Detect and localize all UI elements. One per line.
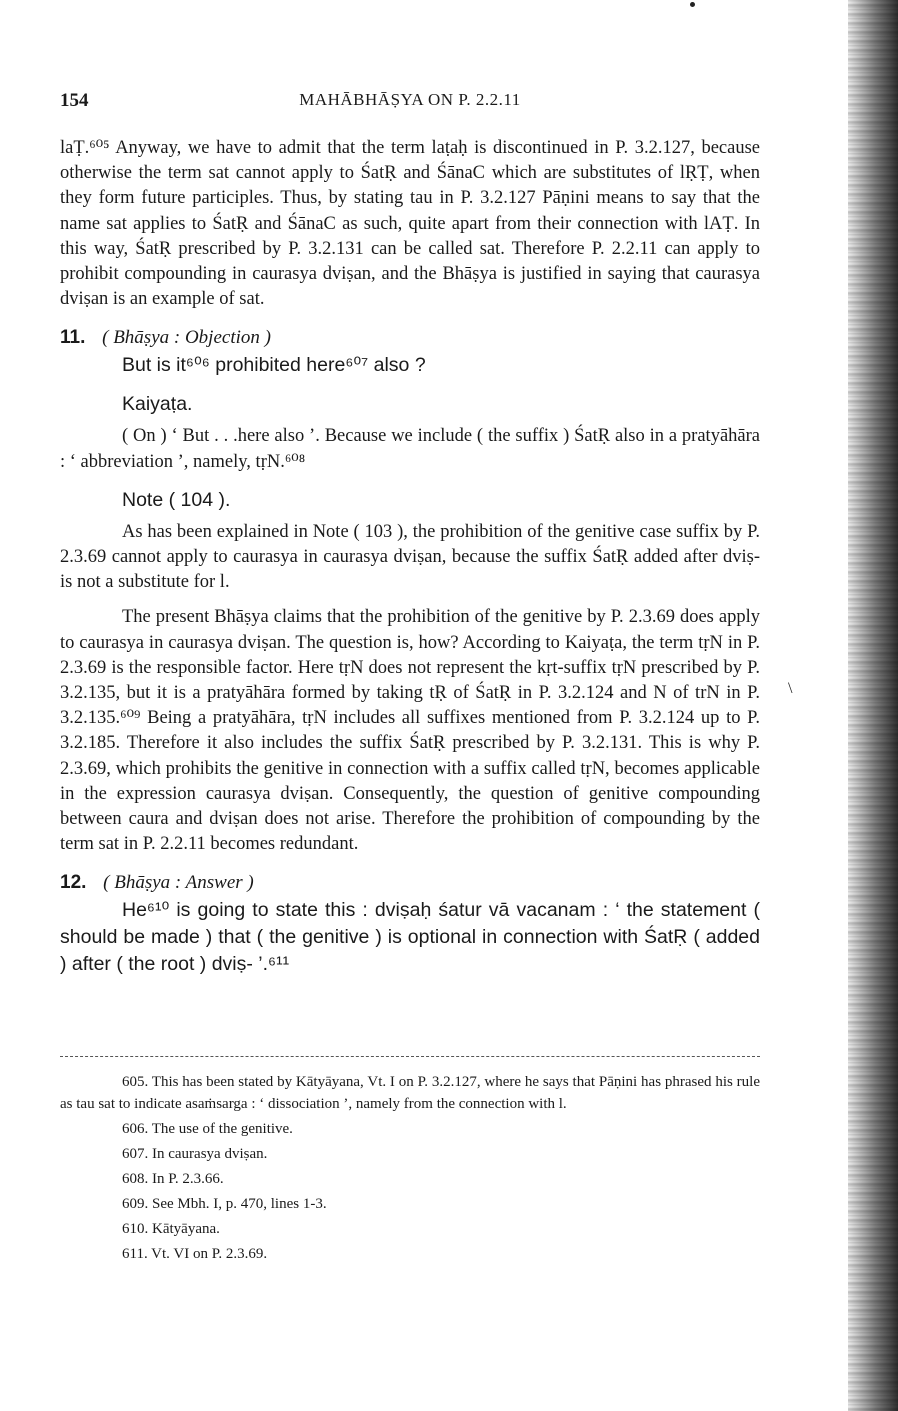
- commentator-heading: Kaiyaṭa.: [122, 393, 193, 416]
- section-11-heading: [60, 324, 760, 352]
- footnote: 607. In caurasya dviṣan.: [122, 1146, 268, 1162]
- section-12-heading: [60, 869, 760, 897]
- footnote: 611. Vt. VI on P. 2.3.69.: [122, 1246, 268, 1262]
- main-text: [60, 136, 760, 978]
- paragraph-continuation: laṬ.⁶⁰⁵ Anyway, we have to admit that the term laṭaḥ is discontinued in P. 3.2.127, because otherwise the term sat cannot apply to ŚatṚ and ŚānaC which are substitutes of lṚṬ, when they form future participles. Thus, by stating tau in P. 3.2.127 Pāṇini means to say that the name sat applies to ŚatṚ and ŚānaC as such, quite apart from their connection with lAṬ. In this way, ŚatṚ prescribed by P. 3.2.131 can be called sat. Therefore P. 2.2.11 can apply to prohibit compounding in caurasya dviṣan, and the Bhāṣya is justified in saying that caurasya dviṣan is an example of sat.: [60, 138, 760, 310]
- page-header: [60, 90, 760, 114]
- section-label: ( Bhāṣya : Answer ): [103, 872, 254, 894]
- page-edge-shadow: [848, 0, 898, 1411]
- bhasya-translation: He⁶¹⁰ is going to state this : dviṣaḥ śatur vā vacanam : ‘ the statement ( should be made ) that ( the genitive ) is optional in connection with ŚatṚ ( added ) after ( the root ) dviṣ- ’.⁶¹¹: [60, 899, 760, 976]
- footnote: 608. In P. 2.3.66.: [122, 1171, 224, 1187]
- margin-mark: \: [788, 680, 793, 697]
- note-heading: Note ( 104 ).: [122, 488, 231, 511]
- footnote: 606. The use of the genitive.: [122, 1121, 293, 1137]
- bhasya-translation: But is it⁶⁰⁶ prohibited here⁶⁰⁷ also ?: [122, 354, 426, 377]
- footnote: 605. This has been stated by Kātyāyana, Vt. I on P. 3.2.127, where he says that Pāṇini has phrased his rule as tau sat to indicate asaṁsarga : ‘ dissociation ’, namely from the connection with l.: [60, 1074, 760, 1112]
- kaiyata-commentary: ( On ) ‘ But . . .here also ’. Because we include ( the suffix ) ŚatṚ also in a pratyāhāra : ‘ abbreviation ’, namely, tṛN.⁶⁰⁸: [60, 426, 760, 472]
- section-label: ( Bhāṣya : Objection ): [102, 327, 271, 349]
- footnote: 609. See Mbh. I, p. 470, lines 1-3.: [122, 1196, 327, 1212]
- running-title: MAHĀBHĀṢYA ON P. 2.2.11: [299, 90, 521, 109]
- footnote-rule: [60, 1056, 760, 1057]
- footnotes: [60, 1071, 760, 1265]
- page-number: 154: [60, 90, 89, 111]
- section-number: 12.: [60, 872, 87, 894]
- footnote: 610. Kātyāyana.: [122, 1221, 220, 1237]
- note-paragraph: As has been explained in Note ( 103 ), the prohibition of the genitive case suffix by P. 2.3.69 cannot apply to caurasya in caurasya dviṣan, because the suffix ŚatṚ added after dviṣ- is not a substitute for l.: [60, 521, 760, 593]
- scan-speck: [690, 2, 695, 7]
- note-paragraph: The present Bhāṣya claims that the prohibition of the genitive by P. 2.3.69 does apply to caurasya in caurasya dviṣan. The question is, how? According to Kaiyaṭa, the term tṛN in P. 2.3.69 is the responsible factor. Here tṛN does not represent the kṛt-suffix tṛN prescribed by P. 3.2.135, but it is a pratyāhāra formed by taking tṚ of ŚatṚ in P. 3.2.124 and N of trN in P. 3.2.135.⁶⁰⁹ Being a pratyāhāra, tṛN includes all suffixes mentioned from P. 3.2.124 up to P. 3.2.185. Therefore it also includes the suffix ŚatṚ prescribed by P. 3.2.131. This is why P. 2.3.69, which prohibits the genitive in connection with a suffix called tṛN, becomes applicable in the expression caurasya dviṣan. Consequently, the question of genitive compounding between caura and dviṣan does not arise. Therefore the prohibition of compounding by the term sat in P. 2.2.11 becomes redundant.: [60, 607, 760, 855]
- section-number: 11.: [60, 327, 86, 349]
